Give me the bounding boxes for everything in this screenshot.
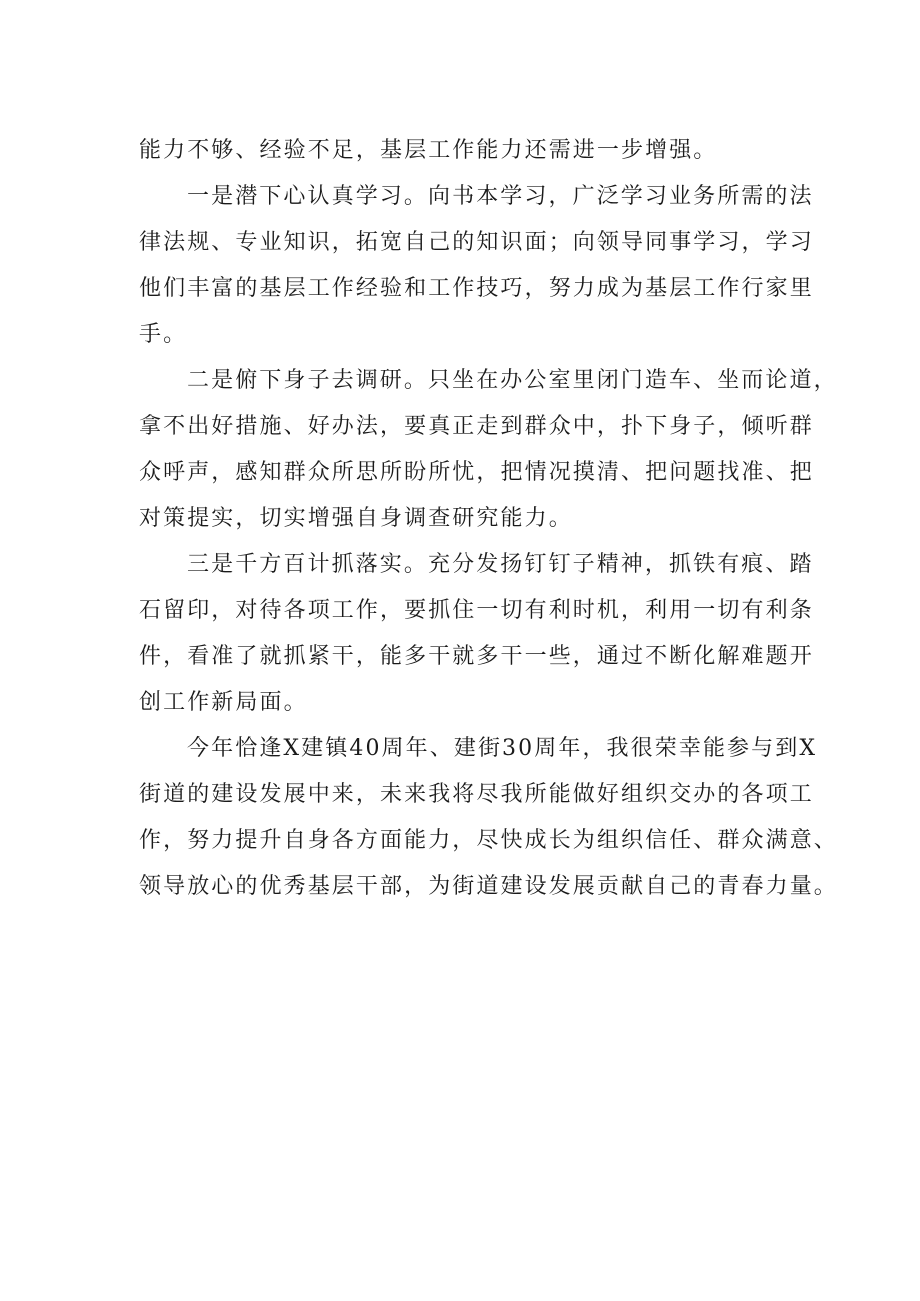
text-line: 众呼声，感知群众所思所盼所忧，把情况摸清、把问题找准、把 [139, 460, 814, 485]
text-line: 对策提实，切实增强自身调查研究能力。 [139, 506, 573, 531]
text-line: 今年恰逢X建镇40周年、建街30周年，我很荣幸能参与到X [187, 736, 818, 761]
text-line: 能力不够、经验不足，基层工作能力还需进一步增强。 [139, 138, 718, 163]
text-line: 一是潜下心认真学习。向书本学习，广泛学习业务所需的法 [187, 184, 814, 209]
text-line: 他们丰富的基层工作经验和工作技巧，努力成为基层工作行家里 [139, 276, 814, 301]
paragraph-continuation [139, 128, 819, 174]
text-line: 三是千方百计抓落实。充分发扬钉钉子精神，抓铁有痕、踏 [187, 552, 814, 577]
document-body [139, 128, 838, 910]
text-line: 拿不出好措施、好办法，要真正走到群众中，扑下身子，倾听群 [139, 414, 814, 439]
text-line: 作，努力提升自身各方面能力，尽快成长为组织信任、群众满意、 [139, 828, 838, 853]
paragraph-study [139, 174, 819, 358]
paragraph-conclusion [139, 726, 838, 910]
text-line: 件，看准了就抓紧干，能多干就多干一些，通过不断化解难题开 [139, 644, 814, 669]
paragraph-research [139, 358, 838, 542]
text-line: 手。 [139, 322, 188, 347]
text-line: 创工作新局面。 [139, 690, 308, 715]
text-line: 石留印，对待各项工作，要抓住一切有利时机，利用一切有利条 [139, 598, 814, 623]
paragraph-implementation [139, 542, 819, 726]
text-line: 律法规、专业知识，拓宽自己的知识面；向领导同事学习，学习 [139, 230, 814, 255]
text-line: 街道的建设发展中来，未来我将尽我所能做好组织交办的各项工 [139, 782, 814, 807]
text-line: 二是俯下身子去调研。只坐在办公室里闭门造车、坐而论道， [187, 368, 838, 393]
text-line: 领导放心的优秀基层干部，为街道建设发展贡献自己的青春力量。 [139, 874, 838, 899]
